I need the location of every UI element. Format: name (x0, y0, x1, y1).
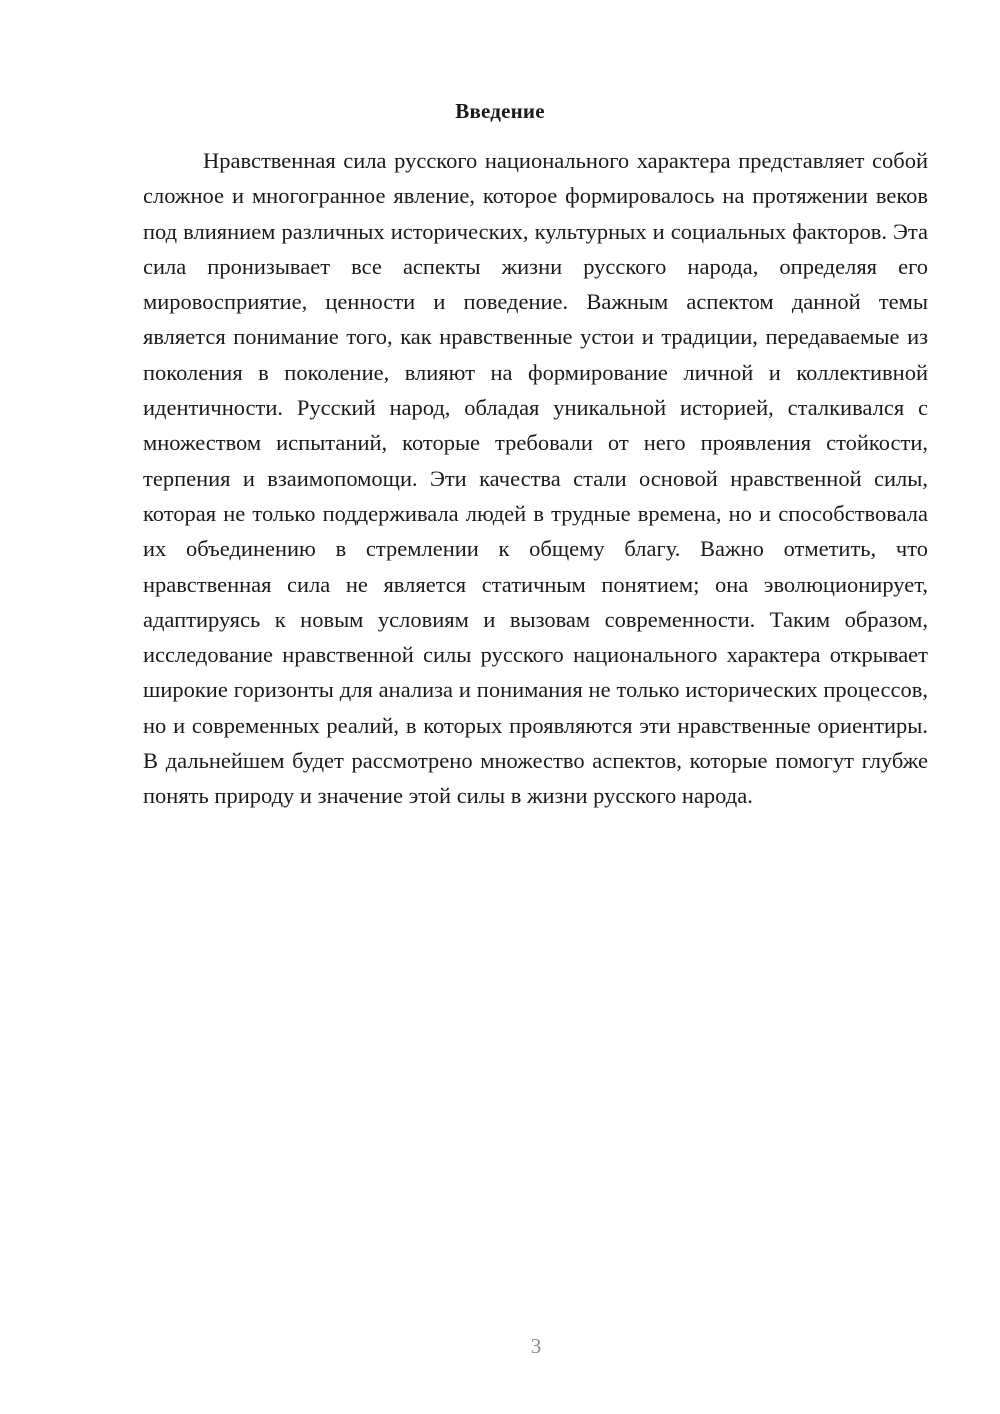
body-paragraph: Нравственная сила русского национального характера представляет собой сложное и многогранное явление, которое формировалось на протяжении веков под влиянием различных исторических, культурных и социальных факторов. Эта сила пронизывает все аспекты жизни русского народа, определяя его мировосприятие, ценности и поведение. Важным аспектом данной темы является понимание того, как нравственные устои и традиции, передаваемые из поколения в поколение, влияют на формирование личной и коллективной идентичности. Русский народ, обладая уникальной историей, сталкивался с множеством испытаний, которые требовали от него проявления стойкости, терпения и взаимопомощи. Эти качества стали основой нравственной силы, которая не только поддерживала людей в трудные времена, но и способствовала их объединению в стремлении к общему благу. Важно отметить, что нравственная сила не является статичным понятием; она эволюционирует, адаптируясь к новым условиям и вызовам современности. Таким образом, исследование нравственной силы русского национального характера открывает широкие горизонты для анализа и понимания не только исторических процессов, но и современных реалий, в которых проявляются эти нравственные ориентиры. В дальнейшем будет рассмотрено множество аспектов, которые помогут глубже понять природу и значение этой силы в жизни русского народа. (143, 148, 928, 809)
section-heading: Введение (455, 99, 545, 123)
page-number: 3 (530, 1334, 542, 1358)
